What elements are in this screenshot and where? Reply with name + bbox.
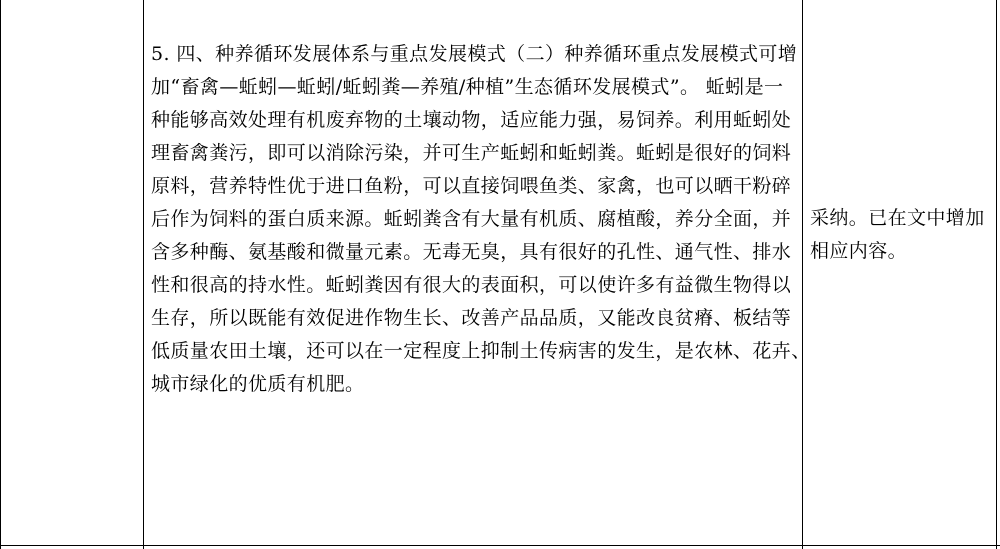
paragraph-line: 原料，营养特性优于进口鱼粉，可以直接饲喂鱼类、家禽，也可以晒干粉碎 [151,175,792,197]
paragraph-line: 加“畜禽—蚯蚓—蚯蚓/蚯蚓粪—养殖/种植”生态循环发展模式”。 蚯蚓是一 [151,76,784,98]
paragraph-line: 5. 四、种养循环发展体系与重点发展模式（二）种养循环重点发展模式可增 [151,43,798,65]
suggestion-content-cell [144,38,811,538]
paragraph-line: 城市绿化的优质有机肥。 [151,373,365,395]
paragraph-line: 生存，所以既能有效促进作物生长、改善产品品质，又能改良贫瘠、板结等 [151,307,792,329]
paragraph-line: 种能够高效处理有机废弃物的土壤动物，适应能力强，易饲养。利用蚯蚓处 [151,109,792,131]
table-border-right [996,0,997,549]
table-border-bottom [0,545,1000,546]
paragraph-line: 后作为饲料的蛋白质来源。蚯蚓粪含有大量有机质、腐植酸，养分全面，并 [151,208,792,230]
paragraph-line: 含多种酶、氨基酸和微量元素。无毒无臭，具有很好的孔性、通气性、排水 [151,241,792,263]
column-divider-2 [802,0,803,549]
response-line: 采纳。已在文中增加 [810,207,985,229]
paragraph-line: 低质量农田土壤，还可以在一定程度上抑制土传病害的发生，是农林、花卉、 [151,340,811,362]
paragraph-line: 理畜禽粪污，即可以消除污染，并可生产蚯蚓和蚯蚓粪。蚯蚓是很好的饲料 [151,142,792,164]
response-cell [803,202,995,268]
paragraph-line: 性和很高的持水性。蚯蚓粪因有很大的表面积，可以使许多有益微生物得以 [151,274,792,296]
response-line: 相应内容。 [810,240,908,262]
table-border-left [0,0,1,549]
